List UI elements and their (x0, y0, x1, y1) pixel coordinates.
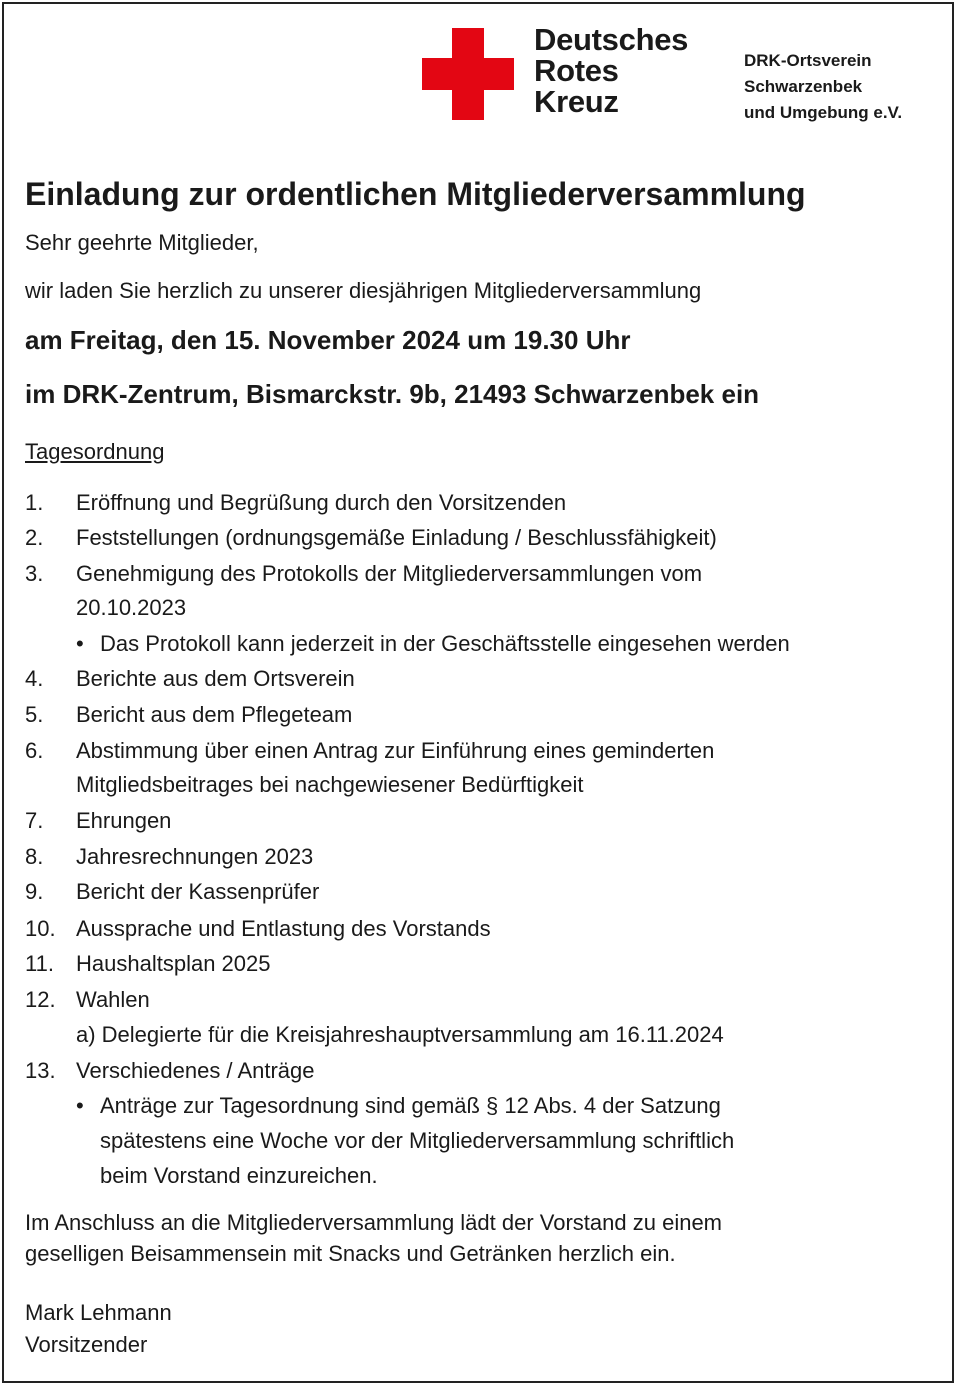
agenda-text: Haushaltsplan 2025 (76, 951, 271, 976)
date-line: am Freitag, den 15. November 2024 um 19.30 Uhr (25, 325, 631, 355)
logo-line-3: Kreuz (534, 84, 619, 119)
agenda-text: Bericht aus dem Pflegeteam (76, 702, 353, 727)
signature-name: Mark Lehmann (25, 1300, 172, 1325)
agenda-text: Genehmigung des Protokolls der Mitgliederversammlungen vom (76, 561, 703, 586)
page-title: Einladung zur ordentlichen Mitgliederversammlung (25, 176, 806, 212)
agenda-number: 4. (25, 666, 44, 691)
bullet-icon: • (76, 1093, 84, 1118)
agenda-note-text: Das Protokoll kann jederzeit in der Geschäftsstelle eingesehen werden (100, 631, 790, 656)
agenda-heading: Tagesordnung (25, 439, 165, 464)
agenda-text: Feststellungen (ordnungsgemäße Einladung / Beschlussfähigkeit) (76, 525, 717, 550)
agenda-number: 2. (25, 525, 44, 550)
agenda-number: 10. (25, 916, 56, 941)
closing-line-1: Im Anschluss an die Mitgliederversammlung lädt der Vorstand zu einem (25, 1210, 723, 1235)
agenda-text: Eröffnung und Begrüßung durch den Vorsitzenden (76, 490, 567, 515)
agenda-number: 8. (25, 844, 44, 869)
red-cross-icon (422, 28, 514, 120)
agenda-number: 7. (25, 808, 44, 833)
agenda-subitem: a) Delegierte für die Kreisjahreshauptversammlung am 16.11.2024 (76, 1022, 724, 1047)
agenda-text: Wahlen (76, 987, 150, 1012)
logo-wordmark (534, 24, 734, 117)
agenda-number: 9. (25, 879, 44, 904)
agenda-number: 6. (25, 738, 44, 763)
logo-line-1: Deutsches (534, 22, 689, 57)
place-line: im DRK-Zentrum, Bismarckstr. 9b, 21493 Schwarzenbek ein (25, 379, 760, 409)
agenda-number: 1. (25, 490, 44, 515)
org-line-1: DRK-Ortsverein (744, 51, 872, 70)
agenda-number: 5. (25, 702, 44, 727)
agenda-text: Jahresrechnungen 2023 (76, 844, 314, 869)
bullet-icon: • (76, 631, 84, 656)
agenda-note-line: spätestens eine Woche vor der Mitgliederversammlung schriftlich (100, 1128, 735, 1153)
signature-role: Vorsitzender (25, 1332, 148, 1357)
intro-text: wir laden Sie herzlich zu unserer diesjährigen Mitgliederversammlung (25, 278, 702, 303)
agenda-text-continued: 20.10.2023 (76, 595, 187, 620)
agenda-text: Ehrungen (76, 808, 172, 833)
org-line-3: und Umgebung e.V. (744, 103, 903, 122)
agenda-number: 11. (25, 951, 54, 976)
org-name (744, 48, 902, 126)
agenda-text: Abstimmung über einen Antrag zur Einführung eines geminderten (76, 738, 715, 763)
agenda-note-text: Anträge zur Tagesordnung sind gemäß § 12 Abs. 4 der Satzung (100, 1093, 721, 1118)
closing-line-2: geselligen Beisammensein mit Snacks und Getränken herzlich ein. (25, 1241, 676, 1266)
greeting: Sehr geehrte Mitglieder, (25, 230, 259, 255)
agenda-number: 3. (25, 561, 44, 586)
logo-line-2: Rotes (534, 53, 619, 88)
agenda-text-continued: Mitgliedsbeitrages bei nachgewiesener Bedürftigkeit (76, 772, 584, 797)
agenda-text: Aussprache und Entlastung des Vorstands (76, 916, 491, 941)
agenda-number: 12. (25, 987, 56, 1012)
agenda-text: Bericht der Kassenprüfer (76, 879, 320, 904)
agenda-text: Verschiedenes / Anträge (76, 1058, 315, 1083)
agenda-number: 13. (25, 1058, 56, 1083)
agenda-note-line: beim Vorstand einzureichen. (100, 1163, 378, 1188)
org-line-2: Schwarzenbek (744, 77, 863, 96)
agenda-text: Berichte aus dem Ortsverein (76, 666, 355, 691)
